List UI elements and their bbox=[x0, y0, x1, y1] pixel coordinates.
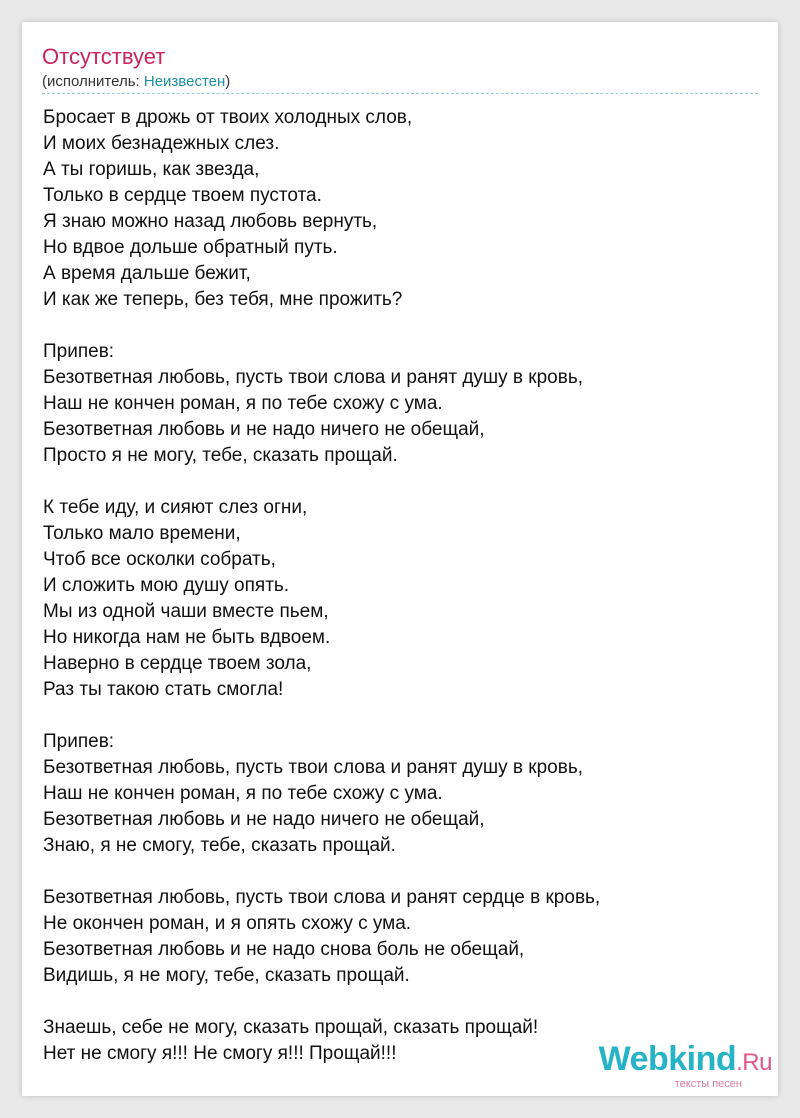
lyric-line: Безответная любовь и не надо ничего не обещай, bbox=[43, 419, 485, 440]
lyric-line: Наш не кончен роман, я по тебе схожу с ума. bbox=[43, 783, 443, 804]
artist-suffix: ) bbox=[225, 73, 231, 90]
lyric-line: Чтоб все осколки собрать, bbox=[43, 549, 276, 570]
lyric-line: И как же теперь, без тебя, мне прожить? bbox=[43, 289, 403, 310]
artist-prefix: (исполнитель: bbox=[42, 73, 144, 90]
logo-subtitle: тексты песен bbox=[674, 1078, 742, 1090]
lyric-line: Просто я не могу, тебе, сказать прощай. bbox=[43, 445, 398, 466]
lyric-line: И сложить мою душу опять. bbox=[43, 575, 290, 596]
artist-line bbox=[42, 73, 230, 91]
logo-wordmark bbox=[599, 1042, 772, 1080]
lyric-line: Нет не смогу я!!! Не смогу я!!! Прощай!!! bbox=[43, 1043, 397, 1064]
lyric-line: Раз ты такою стать смогла! bbox=[43, 679, 284, 700]
lyric-line: А ты горишь, как звезда, bbox=[43, 159, 260, 180]
lyric-line: И моих безнадежных слез. bbox=[43, 133, 280, 154]
stanza-break bbox=[43, 313, 763, 339]
lyric-line: Безответная любовь, пусть твои слова и ранят душу в кровь, bbox=[43, 757, 584, 778]
artist-link[interactable]: Неизвестен bbox=[143, 73, 226, 90]
lyric-line: Но никогда нам не быть вдвоем. bbox=[43, 627, 331, 648]
logo-suffix-text: .Ru bbox=[736, 1049, 772, 1076]
stanza-break bbox=[43, 469, 763, 495]
lyric-line: Безответная любовь, пусть твои слова и ранят сердце в кровь, bbox=[43, 887, 601, 908]
logo-main-text: Webkind bbox=[598, 1040, 737, 1078]
lyric-line: Наш не кончен роман, я по тебе схожу с ума. bbox=[43, 393, 443, 414]
lyric-line: Припев: bbox=[43, 341, 115, 362]
lyric-line: Не окончен роман, и я опять схожу с ума. bbox=[43, 913, 412, 934]
lyric-line: Безответная любовь и не надо снова боль не обещай, bbox=[43, 939, 525, 960]
lyric-line: Знаешь, себе не могу, сказать прощай, сказать прощай! bbox=[43, 1017, 539, 1038]
lyric-line: Мы из одной чаши вместе пьем, bbox=[43, 601, 329, 622]
lyric-line: Бросает в дрожь от твоих холодных слов, bbox=[43, 107, 413, 128]
lyric-line: Безответная любовь, пусть твои слова и ранят душу в кровь, bbox=[43, 367, 584, 388]
lyric-line: Наверно в сердце твоем зола, bbox=[43, 653, 312, 674]
lyric-line: Припев: bbox=[43, 731, 115, 752]
lyrics-body bbox=[43, 105, 763, 1067]
lyric-line: Безответная любовь и не надо ничего не обещай, bbox=[43, 809, 485, 830]
lyric-line: Видишь, я не могу, тебе, сказать прощай. bbox=[43, 965, 410, 986]
header-divider bbox=[42, 93, 758, 94]
song-title: Отсутствует bbox=[42, 44, 166, 69]
lyric-line: Знаю, я не смогу, тебе, сказать прощай. bbox=[43, 835, 396, 856]
lyric-line: Но вдвое дольше обратный путь. bbox=[43, 237, 338, 258]
lyric-line: Только в сердце твоем пустота. bbox=[43, 185, 322, 206]
lyric-line: А время дальше бежит, bbox=[43, 263, 251, 284]
lyric-line: К тебе иду, и сияют слез огни, bbox=[43, 497, 308, 518]
stanza-break bbox=[43, 859, 763, 885]
lyric-line: Я знаю можно назад любовь вернуть, bbox=[43, 211, 378, 232]
lyrics-sheet bbox=[22, 22, 778, 1096]
site-logo[interactable] bbox=[599, 1042, 772, 1090]
lyric-line: Только мало времени, bbox=[43, 523, 241, 544]
stanza-break bbox=[43, 703, 763, 729]
stanza-break bbox=[43, 989, 763, 1015]
